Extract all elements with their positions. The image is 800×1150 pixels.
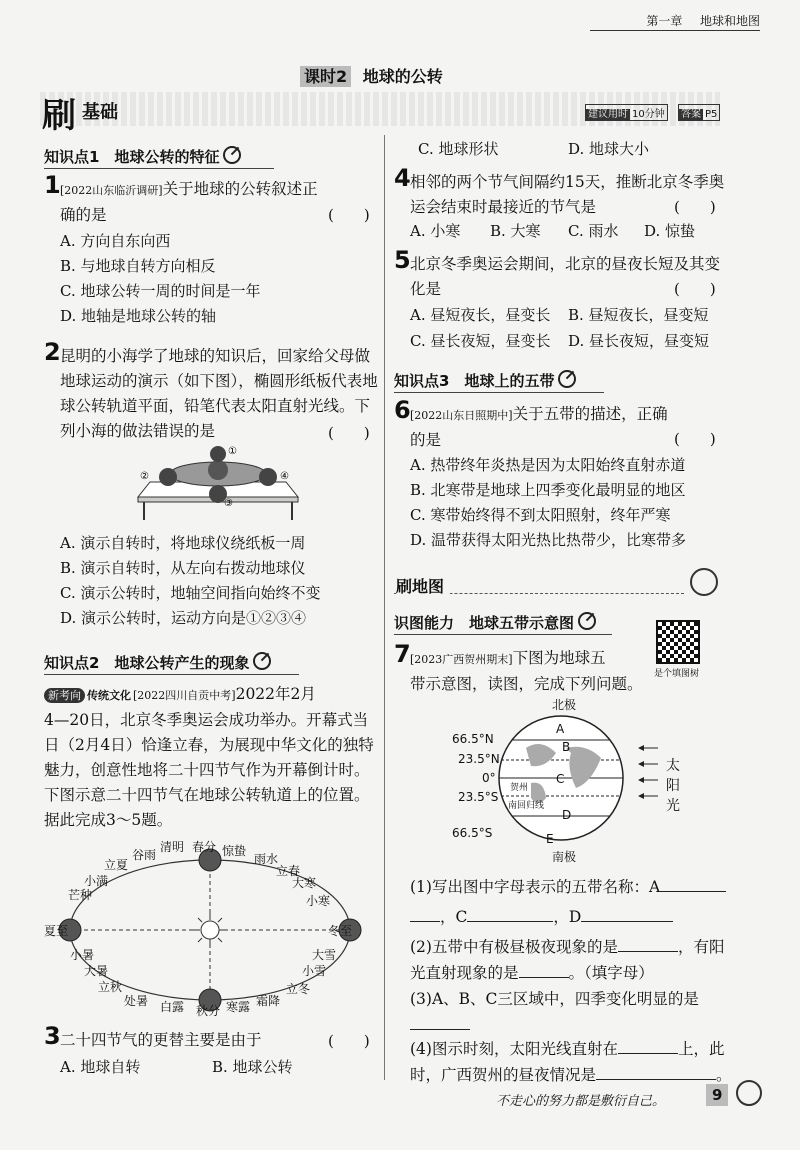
q6-option-a[interactable]: A. 热带终年炎热是因为太阳始终直射赤道 [410, 456, 686, 474]
sun-rays-arrows [636, 740, 660, 810]
q7-sub4-text: 时，广西贺州的昼夜情况是 [410, 1066, 597, 1084]
q5-line: 化是 [410, 280, 442, 298]
globe-mascot-icon [690, 568, 718, 596]
q1-option-d[interactable]: D. 地轴是地球公转的轴 [60, 307, 217, 325]
q3-number: 3 [44, 1022, 61, 1050]
knowledge-point-3: 知识点3 地球上的五带 [394, 370, 576, 391]
q7-source: [2023广西贺州期末] [410, 653, 513, 666]
q6-option-b[interactable]: B. 北寒带是地球上四季变化最明显的地区 [410, 481, 686, 499]
answer-blank-b[interactable] [410, 921, 440, 922]
answer-blank-daynight[interactable] [596, 1079, 716, 1080]
intro-source: [2022四川自贡中考] [133, 689, 236, 702]
term-yushui: 雨水 [254, 852, 279, 866]
answer-label: 答案 [681, 109, 701, 120]
q4-option-b[interactable]: B. 大寒 [490, 222, 541, 240]
intro-line: 下图示意二十四节气在地球公转轨道上的位置。 [44, 786, 370, 804]
q5-option-c[interactable]: C. 昼长夜短，昼变长 [410, 332, 551, 350]
column-divider [384, 135, 385, 1080]
q7-sub2-text: 。（填字母） [568, 964, 654, 982]
intro-line: 4—20日，北京冬季奥运会成功举办。开幕式当 [44, 711, 369, 729]
q2-number: 2 [44, 338, 61, 366]
q2-option-c[interactable]: C. 演示公转时，地轴空间指向始终不变 [60, 584, 321, 602]
answer-page: P5 [705, 109, 718, 120]
term-hanlu: 寒露 [226, 1000, 251, 1014]
q6-source: [2022山东日照期中] [410, 409, 513, 422]
intro-line: 日（2月4日）恰逢立春，为展现中华文化的独特 [44, 736, 374, 754]
fig-label-2: ② [140, 471, 149, 482]
skill-heading: 识图能力 地球五带示意图 [394, 612, 596, 633]
q7-sub3-text: (3)A、B、C三区域中，四季变化明显的是 [410, 990, 699, 1008]
suggested-time [585, 104, 668, 121]
q1-answer-blank[interactable]: ( ) [328, 206, 370, 224]
q7-sub1-text: (1)写出图中字母表示的五带名称：A [410, 878, 661, 896]
q2-option-b[interactable]: B. 演示自转时，从左向右拨动地球仪 [60, 559, 306, 577]
fig-label-4: ④ [280, 471, 289, 482]
sun-char: 太 [666, 758, 680, 774]
culture-tag: 传统文化 [87, 689, 131, 702]
q7-sub4: (4)图示时刻，太阳光线直射在 上，此 时，广西贺州的昼夜情况是 。 [410, 1040, 732, 1084]
q2-line: 列小海的做法错误的是 [60, 422, 216, 440]
zone-c: C [556, 772, 565, 786]
q4-option-a[interactable]: A. 小寒 [410, 222, 461, 240]
term-dashu: 大暑 [84, 964, 109, 978]
term-xiaoman: 小满 [84, 874, 109, 888]
q6-text2: 的是 [410, 431, 442, 449]
label-south-pole: 南极 [552, 850, 577, 864]
time-label: 建议用时 [588, 109, 628, 120]
q7-sub2-text: (2)五带中有极昼极夜现象的是 [410, 938, 618, 956]
answer-blank-d[interactable] [581, 921, 673, 922]
answer-blank-seasons[interactable] [410, 1029, 470, 1030]
zone-a: A [556, 722, 565, 736]
term-lichun: 立春 [276, 864, 301, 878]
q1-option-a[interactable]: A. 方向自东向西 [60, 232, 171, 250]
q3-answer-blank[interactable]: ( ) [328, 1032, 370, 1050]
answer-blank-polar[interactable] [618, 951, 678, 952]
q2-answer-blank[interactable]: ( ) [328, 424, 370, 442]
term-jingzhe: 惊蛰 [222, 844, 247, 858]
q6-option-d[interactable]: D. 温带获得太阳光热比热带少，比寒带多 [410, 531, 687, 549]
q6-number: 6 [394, 396, 411, 424]
time-value: 10分钟 [632, 109, 665, 120]
brush-section: 基础 [82, 102, 118, 123]
q7-sub4-text: (4)图示时刻，太阳光线直射在 [410, 1040, 618, 1058]
q1-text1: 关于地球的公转叙述正 [162, 180, 318, 198]
q2-line: 地球运动的演示（如下图），椭圆形纸板代表地 [60, 372, 378, 390]
skill-underline [394, 634, 612, 635]
q1-option-b[interactable]: B. 与地球自转方向相反 [60, 257, 216, 275]
zone-e: E [546, 832, 554, 846]
qr-code-icon[interactable] [656, 620, 700, 664]
pen-icon [558, 370, 576, 388]
term-dongzhi: 冬至 [328, 924, 353, 938]
q4-answer-blank[interactable]: ( ) [674, 198, 716, 216]
term-chushu: 处暑 [124, 994, 149, 1008]
q7-sub3 [410, 986, 740, 1038]
term-lidong: 立冬 [286, 982, 311, 996]
qr-caption: 是个填图树 [654, 669, 700, 679]
q7-sub2-text: 光直射现象的是 [410, 964, 519, 982]
footer-motto: 不走心的努力都是敷衍自己。 [496, 1094, 666, 1109]
intro-line: 魅力，创意性地将二十四节气作为开幕倒计时。 [44, 761, 370, 779]
zone-b: B [562, 740, 571, 754]
pen-icon [578, 612, 596, 630]
q1-text [60, 177, 370, 228]
answer-ref [678, 104, 720, 121]
term-qiufen: 秋分 [196, 1004, 221, 1018]
lesson-title [300, 64, 443, 87]
lat-66n: 66.5°N [452, 732, 494, 746]
answer-blank-a[interactable] [660, 891, 726, 892]
intro-text [44, 682, 379, 833]
q2-line: 昆明的小海学了地球的知识后，回家给父母做 [60, 347, 371, 365]
q7-sub1-text: ，D [553, 908, 582, 926]
lat-23s: 23.5°S [458, 790, 499, 804]
term-shuangjiang: 霜降 [256, 994, 281, 1008]
q7-sub2-text: ，有阳 [677, 938, 725, 956]
sunlight-label [666, 756, 682, 816]
q2-option-a[interactable]: A. 演示自转时，将地球仪绕纸板一周 [60, 534, 306, 552]
map-section-title: 刷地图 [396, 574, 450, 597]
footer-logo-icon [736, 1080, 762, 1106]
q5-option-d[interactable]: D. 昼长夜短，昼变短 [568, 332, 710, 350]
term-xiaoshu: 小暑 [70, 948, 95, 962]
q7-text1: 下图为地球五 [512, 649, 606, 667]
q3-text: 二十四节气的更替主要是由于 [60, 1031, 262, 1049]
answer-blank-latitude[interactable] [618, 1053, 678, 1054]
q4-line: 运会结束时最接近的节气是 [410, 198, 597, 216]
term-liqiu: 立秋 [98, 980, 123, 994]
term-guyu: 谷雨 [132, 848, 157, 862]
q1-text2: 确的是 [60, 206, 107, 224]
q7-number: 7 [394, 640, 411, 668]
header-rule [590, 30, 760, 31]
q7-text [410, 646, 650, 697]
sun-char: 光 [666, 798, 680, 814]
q3-option-d[interactable]: D. 地球大小 [568, 140, 650, 158]
term-chunfen: 春分 [192, 840, 217, 854]
knowledge-point-2: 知识点2 地球公转产生的现象 [44, 652, 271, 673]
q5-option-b[interactable]: B. 昼短夜长，昼变短 [568, 306, 709, 324]
term-mangzhong: 芒种 [68, 888, 93, 902]
q7-text2: 带示意图，读图，完成下列问题。 [410, 675, 643, 693]
globe-demo-figure [128, 442, 308, 524]
brush-mark: 刷 [42, 96, 76, 136]
sun-char: 阳 [666, 778, 680, 794]
q6-option-c[interactable]: C. 寒带始终得不到太阳照射，终年严寒 [410, 506, 671, 524]
chapter-label: 第一章 [646, 14, 683, 28]
q5-answer-blank[interactable]: ( ) [674, 280, 716, 298]
fig-label-1: ① [228, 446, 237, 457]
q3-option-a[interactable]: A. 地球自转 [60, 1058, 141, 1076]
q5-line: 北京冬季奥运会期间，北京的昼夜长短及其变 [410, 255, 721, 273]
city-label: 贺州 [510, 783, 529, 793]
pen-icon [253, 652, 271, 670]
q4-option-d[interactable]: D. 惊蛰 [644, 222, 696, 240]
kp2-underline [44, 674, 299, 675]
q7-sub1 [410, 872, 740, 932]
q7-sub1-text: ，C [440, 908, 468, 926]
q1-source: [2022山东临沂调研] [60, 184, 163, 197]
page-number: 9 [706, 1084, 728, 1106]
intro-line: 据此完成3～5题。 [44, 811, 173, 829]
q5-number: 5 [394, 246, 411, 274]
kp3-underline [394, 392, 604, 393]
q2-option-d[interactable]: D. 演示公转时，运动方向是①②③④ [60, 609, 307, 627]
fig-label-3: ③ [224, 498, 233, 509]
lat-0: 0° [482, 771, 496, 785]
lat-23n: 23.5°N [458, 752, 500, 766]
term-xiaohan: 小寒 [306, 894, 331, 908]
q6-text1: 关于五带的描述，正确 [512, 405, 668, 423]
q1-option-c[interactable]: C. 地球公转一周的时间是一年 [60, 282, 261, 300]
q1-number: 1 [44, 171, 61, 199]
q4-number: 4 [394, 164, 411, 192]
chapter-header [646, 12, 760, 29]
zone-d: D [562, 808, 572, 822]
chapter-title: 地球和地图 [699, 14, 760, 28]
term-xiaoxue: 小雪 [302, 964, 327, 978]
q4-line: 相邻的两个节气间隔约15天，推断北京冬季奥 [410, 173, 725, 191]
lesson-number: 课时2 [300, 66, 351, 87]
term-bailu: 白露 [160, 1000, 185, 1014]
answer-blank-direct[interactable] [519, 977, 569, 978]
lat-66s: 66.5°S [452, 826, 493, 840]
kp1-underline [44, 168, 274, 169]
term-lixia: 立夏 [104, 858, 129, 872]
new-trend-tag: 新考向 [44, 688, 85, 703]
label-north-pole: 北极 [552, 698, 577, 712]
tropic-label: 南回归线 [508, 801, 545, 811]
q7-sub4-text: 上，此 [677, 1040, 725, 1058]
sun-icon [193, 913, 227, 947]
q5-option-a[interactable]: A. 昼短夜长，昼变长 [410, 306, 551, 324]
q6-answer-blank[interactable]: ( ) [674, 430, 716, 448]
q3-option-c[interactable]: C. 地球形状 [418, 140, 499, 158]
q7-sub2 [410, 934, 740, 986]
q2-line: 球公转轨道平面，铅笔代表太阳直射光线。下 [60, 397, 371, 415]
term-qingming: 清明 [160, 840, 185, 854]
q4-option-c[interactable]: C. 雨水 [568, 222, 619, 240]
intro-line1: 2022年2月 [235, 685, 316, 703]
q3-option-b[interactable]: B. 地球公转 [212, 1058, 293, 1076]
knowledge-point-1: 知识点1 地球公转的特征 [44, 146, 241, 167]
term-daxue: 大雪 [312, 948, 337, 962]
answer-blank-c[interactable] [467, 921, 553, 922]
lesson-name: 地球的公转 [362, 67, 443, 86]
pen-icon [223, 146, 241, 164]
term-dahan: 大寒 [292, 876, 317, 890]
term-xiazhi: 夏至 [44, 924, 69, 938]
